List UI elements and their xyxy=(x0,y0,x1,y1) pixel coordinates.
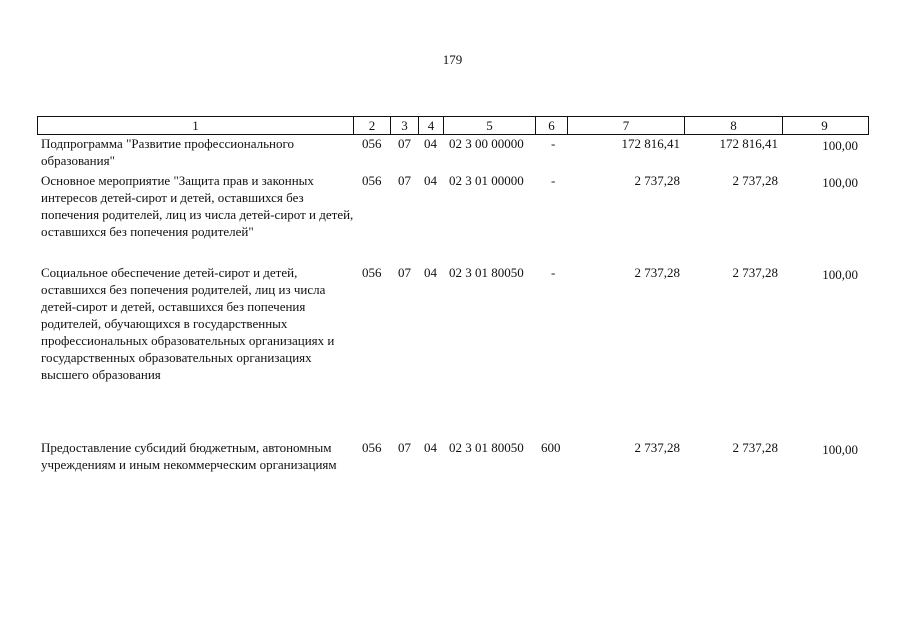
row-code-3: 07 xyxy=(398,136,411,151)
row-code-6: - xyxy=(551,265,556,280)
row-value-7: 2 737,28 xyxy=(634,173,680,188)
row-code-3: 07 xyxy=(398,440,411,455)
header-col-4: 4 xyxy=(419,117,444,134)
row-code-5: 02 3 01 80050 xyxy=(449,265,524,280)
row-code-6: - xyxy=(551,136,556,151)
row-code-4: 04 xyxy=(424,440,437,455)
row-code-2: 056 xyxy=(362,265,382,280)
page-number: 179 xyxy=(442,52,463,67)
row-name: Подпрограмма "Развитие профессионального образования" xyxy=(41,136,294,168)
row-code-2: 056 xyxy=(362,173,382,188)
row-value-9: 100,00 xyxy=(822,442,858,457)
table-header-row xyxy=(37,116,869,135)
row-code-4: 04 xyxy=(424,173,437,188)
header-col-2: 2 xyxy=(354,117,391,134)
row-value-8: 2 737,28 xyxy=(732,173,778,188)
row-value-8: 172 816,41 xyxy=(719,136,778,151)
row-code-2: 056 xyxy=(362,136,382,151)
header-col-8: 8 xyxy=(685,117,783,134)
row-code-6: - xyxy=(551,173,556,188)
row-code-4: 04 xyxy=(424,136,437,151)
row-value-7: 172 816,41 xyxy=(621,136,680,151)
row-code-5: 02 3 01 00000 xyxy=(449,173,524,188)
row-name: Основное мероприятие "Защита прав и законных интересов детей-сирот и детей, оставшихся без попечения родителей, лиц из числа детей-сирот и детей, оставшихся без попечения родителей" xyxy=(41,173,354,239)
row-value-9: 100,00 xyxy=(822,175,858,190)
row-code-5: 02 3 00 00000 xyxy=(449,136,524,151)
header-col-3: 3 xyxy=(391,117,419,134)
row-code-3: 07 xyxy=(398,173,411,188)
row-code-3: 07 xyxy=(398,265,411,280)
row-value-9: 100,00 xyxy=(822,267,858,282)
row-name: Предоставление субсидий бюджетным, автономным учреждениям и иным некоммерческим организациям xyxy=(41,440,337,472)
row-code-2: 056 xyxy=(362,440,382,455)
header-col-6: 6 xyxy=(536,117,568,134)
row-value-8: 2 737,28 xyxy=(732,440,778,455)
row-name: Социальное обеспечение детей-сирот и детей, оставшихся без попечения родителей, лиц из числа детей-сирот и детей, оставшихся без попечения родителей, обучающихся в государственных профессиональных образовательных организациях и государственных образовательных организациях высшего образования xyxy=(41,265,335,382)
row-code-4: 04 xyxy=(424,265,437,280)
row-value-9: 100,00 xyxy=(822,138,858,153)
row-code-5: 02 3 01 80050 xyxy=(449,440,524,455)
row-code-6: 600 xyxy=(541,440,561,455)
header-col-9: 9 xyxy=(821,118,828,133)
header-col-5: 5 xyxy=(444,117,536,134)
row-value-7: 2 737,28 xyxy=(634,440,680,455)
header-col-1: 1 xyxy=(38,117,354,134)
row-value-8: 2 737,28 xyxy=(732,265,778,280)
header-col-7: 7 xyxy=(568,117,685,134)
row-value-7: 2 737,28 xyxy=(634,265,680,280)
